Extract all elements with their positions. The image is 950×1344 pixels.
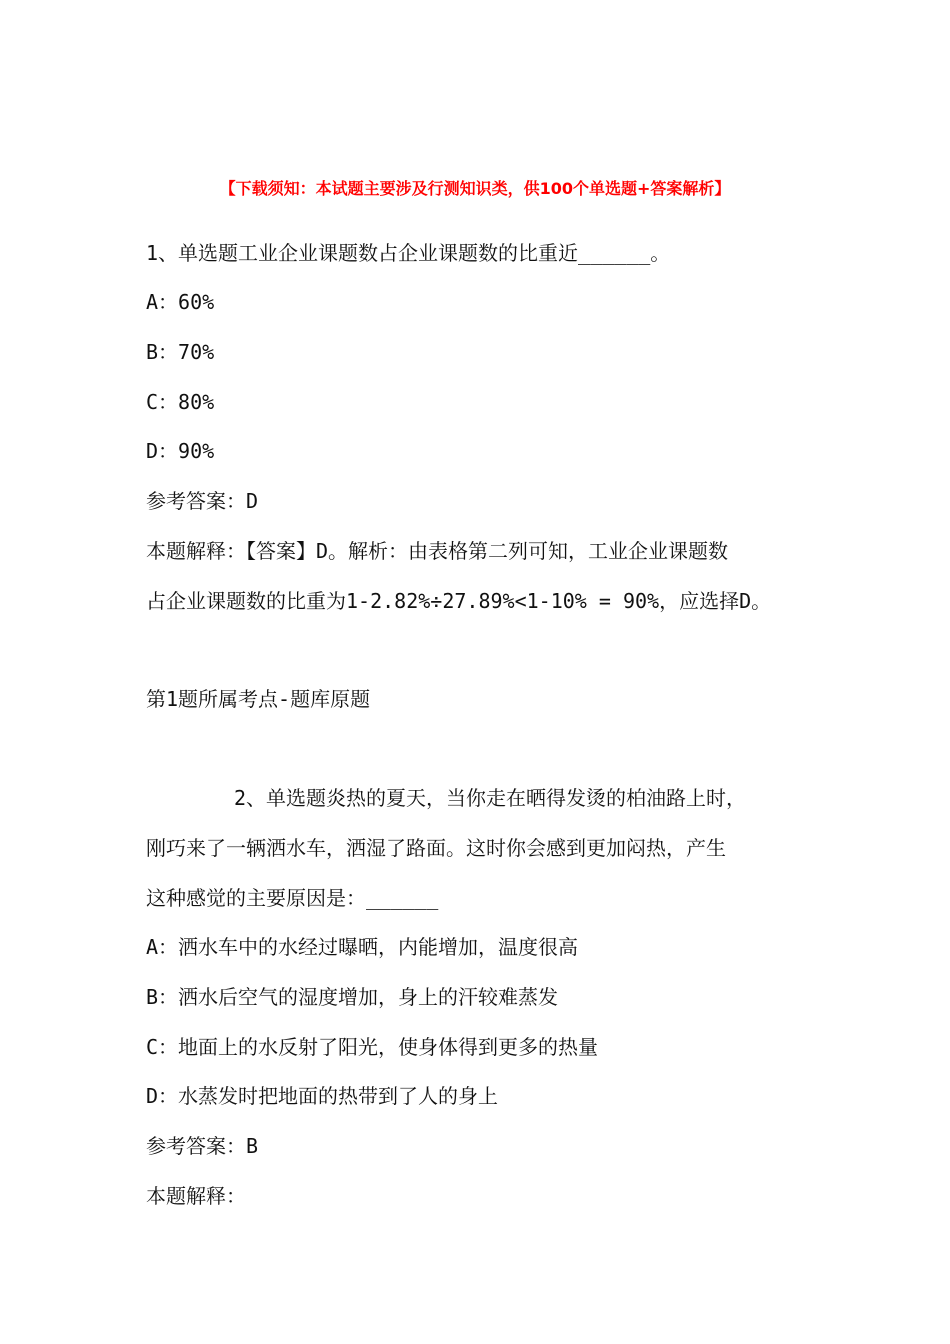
question-1-option-a: A：60%	[146, 290, 215, 314]
question-2-option-d: D：水蒸发时把地面的热带到了人的身上	[146, 1084, 499, 1108]
question-1-stem: 1、单选题工业企业课题数占企业课题数的比重近______。	[146, 241, 671, 265]
question-2-answer: 参考答案：B	[146, 1134, 259, 1158]
question-2-explanation: 本题解释：	[146, 1184, 246, 1208]
question-2-option-c: C：地面上的水反射了阳光，使身体得到更多的热量	[146, 1035, 599, 1059]
question-1-option-d: D：90%	[146, 439, 215, 463]
question-2-option-a: A：洒水车中的水经过曝晒，内能增加，温度很高	[146, 935, 579, 959]
question-1-option-b: B：70%	[146, 340, 215, 364]
question-2-stem-line-3: 这种感觉的主要原因是：______	[146, 886, 439, 910]
question-2-option-b: B：洒水后空气的湿度增加，身上的汗较难蒸发	[146, 985, 559, 1009]
question-1-point: 第1题所属考点-题库原题	[146, 687, 371, 711]
question-2-stem-line-1: 2、单选题炎热的夏天，当你走在晒得发烫的柏油路上时，	[234, 786, 747, 810]
question-1-answer: 参考答案：D	[146, 489, 259, 513]
question-1-explanation-line-2: 占企业课题数的比重为1-2.82%÷27.89%<1-10% = 90%，应选择D。	[146, 589, 772, 613]
download-notice: 【下载须知：本试题主要涉及行测知识类，供100个单选题+答案解析】	[219, 179, 731, 198]
question-1-option-c: C：80%	[146, 390, 215, 414]
question-2-stem-line-2: 刚巧来了一辆洒水车，洒湿了路面。这时你会感到更加闷热，产生	[146, 836, 726, 860]
question-1-explanation-line-1: 本题解释：【答案】D。解析：由表格第二列可知，工业企业课题数	[146, 539, 729, 563]
